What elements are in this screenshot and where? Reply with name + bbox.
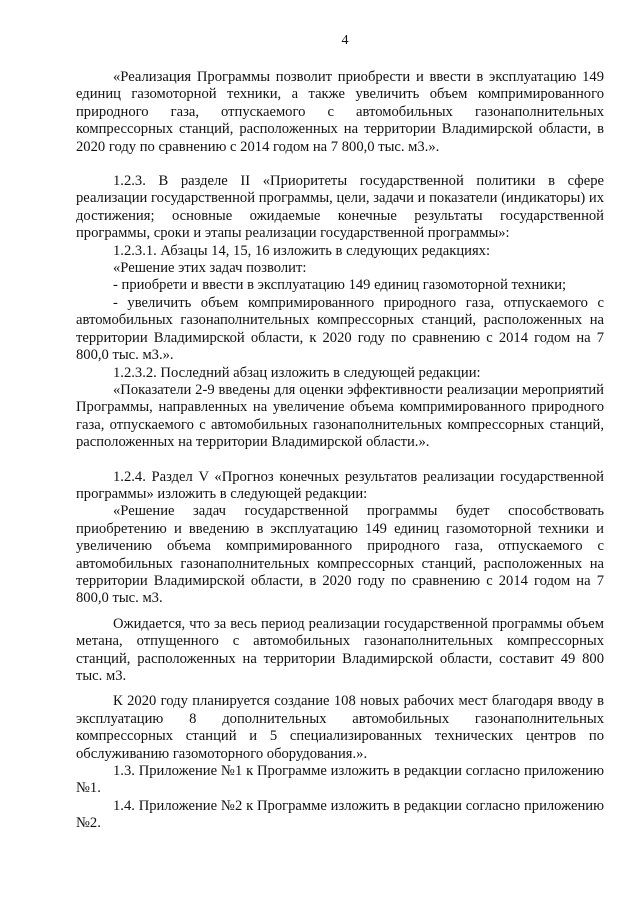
paragraph-1-3: 1.3. Приложение №1 к Программе изложить в редакции согласно приложению №1. (76, 763, 604, 797)
paragraph-bullet-acquire: - приобрети и ввести в эксплуатацию 149 единиц газомоторной техники; (113, 277, 567, 294)
paragraph-1-2-3-1: 1.2.3.1. Абзацы 14, 15, 16 изложить в следующих редакциях: (113, 242, 491, 259)
paragraph-new-jobs: К 2020 году планируется создание 108 новых рабочих мест благодаря вводу в эксплуатацию 8 дополнительных автомобильных газонаполнительных компрессорных станций и 5 специализированных технических центров по обслуживанию газомоторного оборудования.». (76, 693, 604, 762)
paragraph-program-tasks: «Решение задач государственной программы будет способствовать приобретению и введению в эксплуатацию 149 единиц газомоторной техники и увеличению объема компримированного природного газа, отпускаемого с автомобильных газонаполнительных компрессорных станций, расположенных на территории Владимирской области, в 2020 году по сравнению с 2014 годом на 7 800,0 тыс. м3. (76, 503, 604, 607)
section-gap (76, 452, 604, 469)
paragraph-1-2-3: 1.2.3. В разделе II «Приоритеты государственной политики в сфере реализации государственной программы, цели, задачи и показатели (индикаторы) их достижения; основные ожидаемые конечные результаты государственной программы, сроки и этапы реализации государственной программы»: (76, 173, 604, 242)
paragraph-1-2-4: 1.2.4. Раздел V «Прогноз конечных результатов реализации государственной программы» изложить в следующей редакции: (76, 468, 604, 502)
paragraph-quote-program-realization: «Реализация Программы позволит приобрести и ввести в эксплуатацию 149 единиц газомоторной техники, а также увеличить объем компримированного природного газа, отпускаемого с автомобильных газонаполнительных компрессорных станций, расположенных на территории Владимирской области, в 2020 году по сравнению с 2014 годом на 7 800,0 тыс. м3.». (76, 69, 604, 155)
paragraph-bullet-increase: - увеличить объем компримированного природного газа, отпускаемого с автомобильных газонаполнительных компрессорных станций, расположенных на территории Владимирской области, к 2020 году по сравнению с 2014 годом на 7 800,0 тыс. м3.». (76, 294, 604, 364)
paragraph-1-2-3-2: 1.2.3.2. Последний абзац изложить в следующей редакции: (113, 364, 481, 381)
section-gap (76, 156, 604, 173)
paragraph-gap (76, 608, 604, 616)
document-body (76, 69, 604, 833)
paragraph-gap (76, 685, 604, 693)
paragraph-1-4: 1.4. Приложение №2 к Программе изложить в редакции согласно приложению №2. (76, 797, 604, 832)
paragraph-expected-methane: Ожидается, что за весь период реализации государственной программы объем метана, отпущенного с автомобильных газонаполнительных компрессорных станций, расположенных на территории Владимирской области, составит 49 800 тыс. м3. (76, 615, 604, 684)
page-number: 4 (341, 33, 349, 48)
paragraph-tasks-intro: «Решение этих задач позволит: (113, 260, 307, 277)
paragraph-indicators: «Показатели 2-9 введены для оценки эффективности реализации мероприятий Программы, направленных на увеличение объема компримированного природного газа, отпускаемого с автомобильных газонаполнительных компрессорных станций, расположенных на территории Владимирской области.». (76, 381, 604, 451)
